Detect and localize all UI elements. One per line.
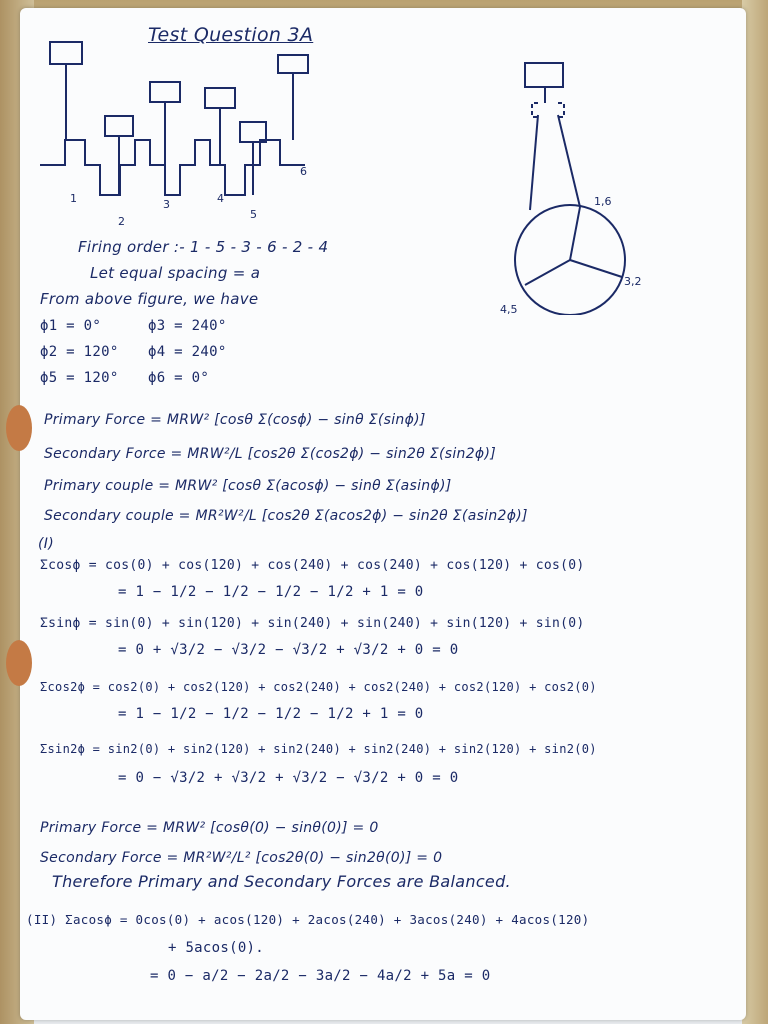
- section-one-marker: (I): [38, 536, 54, 552]
- balanced-conclusion: Therefore Primary and Secondary Forces are Balanced.: [52, 872, 511, 891]
- from-figure: From above figure, we have: [40, 290, 259, 308]
- crank-label-6: 6: [300, 165, 307, 178]
- secondary-force-formula: Secondary Force = MRW²/L [cos2θ Σ(cos2ϕ) − sin2θ Σ(sin2ϕ)]: [44, 446, 496, 462]
- punch-hole-bottom: [6, 640, 32, 686]
- sum-a-cos-phi-continued: + 5acos(0).: [168, 940, 265, 956]
- firing-order: Firing order :- 1 - 5 - 3 - 6 - 2 - 4: [78, 238, 329, 256]
- sum-sin-2phi: Σsin2ϕ = sin2(0) + sin2(120) + sin2(240) + sin2(240) + sin2(120) + sin2(0): [40, 742, 597, 756]
- sum-cos-2phi-result: = 1 − 1/2 − 1/2 − 1/2 − 1/2 + 1 = 0: [118, 706, 424, 722]
- phi-1: ϕ1 = 0°: [40, 318, 102, 334]
- phi-3: ϕ3 = 240°: [148, 318, 227, 334]
- equal-spacing: Let equal spacing = a: [90, 264, 261, 282]
- crank-label-3: 3: [163, 198, 170, 211]
- page-title: Test Question 3A: [148, 24, 314, 46]
- circle-label-1-6: 1,6: [594, 195, 612, 208]
- secondary-force-result: Secondary Force = MR²W²/L² [cos2θ(0) − sin2θ(0)] = 0: [40, 850, 443, 866]
- sum-sin-phi-result: = 0 + √3/2 − √3/2 − √3/2 + √3/2 + 0 = 0: [118, 642, 459, 658]
- sum-cos-phi: Σcosϕ = cos(0) + cos(120) + cos(240) + cos(240) + cos(120) + cos(0): [40, 558, 585, 573]
- primary-force-result: Primary Force = MRW² [cosθ(0) − sinθ(0)] = 0: [40, 820, 379, 836]
- crankshaft-diagram: [30, 40, 330, 230]
- secondary-couple-formula: Secondary couple = MR²W²/L [cos2θ Σ(acos2ϕ) − sin2θ Σ(asin2ϕ)]: [44, 508, 528, 524]
- primary-force-formula: Primary Force = MRW² [cosθ Σ(cosϕ) − sinθ Σ(sinϕ)]: [44, 412, 426, 428]
- sum-a-cos-phi-result: = 0 − a/2 − 2a/2 − 3a/2 − 4a/2 + 5a = 0: [150, 968, 491, 984]
- primary-couple-formula: Primary couple = MRW² [cosθ Σ(acosϕ) − sinθ Σ(asinϕ)]: [44, 478, 452, 494]
- sum-sin-2phi-result: = 0 − √3/2 + √3/2 + √3/2 − √3/2 + 0 = 0: [118, 770, 459, 786]
- crank-label-4: 4: [217, 192, 224, 205]
- phi-4: ϕ4 = 240°: [148, 344, 227, 360]
- circle-label-4-5: 4,5: [500, 303, 518, 315]
- crank-label-2: 2: [118, 215, 125, 228]
- punch-hole-top: [6, 405, 32, 451]
- crank-label-1: 1: [70, 192, 77, 205]
- crank-label-5: 5: [250, 208, 257, 221]
- sum-a-cos-phi: (II) Σacosϕ = 0cos(0) + acos(120) + 2acos(240) + 3acos(240) + 4acos(120): [26, 912, 590, 927]
- phi-6: ϕ6 = 0°: [148, 370, 210, 386]
- phi-5: ϕ5 = 120°: [40, 370, 119, 386]
- circle-label-3-2: 3,2: [624, 275, 642, 288]
- phi-2: ϕ2 = 120°: [40, 344, 119, 360]
- sum-cos-2phi: Σcos2ϕ = cos2(0) + cos2(120) + cos2(240) + cos2(240) + cos2(120) + cos2(0): [40, 680, 597, 694]
- sum-cos-phi-result: = 1 − 1/2 − 1/2 − 1/2 − 1/2 + 1 = 0: [118, 584, 424, 600]
- crank-circle-diagram: [470, 55, 670, 315]
- sum-sin-phi: Σsinϕ = sin(0) + sin(120) + sin(240) + sin(240) + sin(120) + sin(0): [40, 616, 585, 631]
